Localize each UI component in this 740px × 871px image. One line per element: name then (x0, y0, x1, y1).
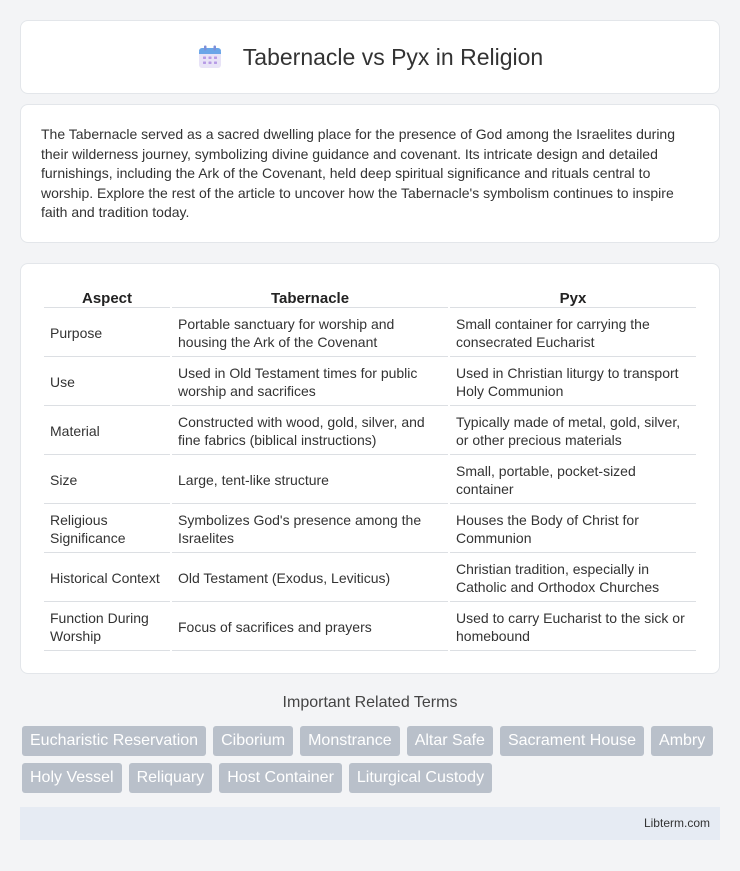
related-term-tag[interactable]: Altar Safe (407, 726, 493, 756)
pyx-cell: Small, portable, pocket-sized container (450, 457, 696, 504)
aspect-cell: Material (44, 408, 170, 455)
comparison-table-card (20, 263, 720, 674)
footer (20, 807, 720, 840)
tabernacle-cell: Old Testament (Exodus, Leviticus) (172, 555, 448, 602)
comparison-table (42, 284, 698, 653)
table-row (44, 408, 696, 455)
aspect-cell: Historical Context (44, 555, 170, 602)
footer-site-link[interactable]: Libterm.com (643, 816, 710, 830)
aspect-cell: Religious Significance (44, 506, 170, 553)
table-row (44, 457, 696, 504)
related-terms-title: Important Related Terms (282, 694, 458, 711)
pyx-cell: Used to carry Eucharist to the sick or homebound (450, 604, 696, 651)
aspect-cell: Use (44, 359, 170, 406)
related-term-tag[interactable]: Sacrament House (500, 726, 644, 756)
tabernacle-cell: Symbolizes God's presence among the Israelites (172, 506, 448, 553)
related-term-tag[interactable]: Eucharistic Reservation (22, 726, 206, 756)
intro-text: The Tabernacle served as a sacred dwelling place for the presence of God among the Israelites during their wilderness journey, symbolizing divine guidance and covenant. Its intricate design and detailed furnishings, including the Ark of the Covenant, held deep spiritual significance and rituals central to worship. Explore the rest of the article to uncover how the Tabernacle's symbolism continues to inspire faith and tradition today. (41, 126, 675, 220)
related-term-tag[interactable]: Ambry (651, 726, 713, 756)
pyx-cell: Houses the Body of Christ for Communion (450, 506, 696, 553)
related-term-tag[interactable]: Holy Vessel (22, 763, 122, 793)
pyx-cell: Christian tradition, especially in Catholic and Orthodox Churches (450, 555, 696, 602)
tabernacle-cell: Focus of sacrifices and prayers (172, 604, 448, 651)
table-row (44, 359, 696, 406)
table-header-row (44, 286, 696, 308)
related-term-tag[interactable]: Ciborium (213, 726, 293, 756)
related-term-tag[interactable]: Reliquary (129, 763, 213, 793)
tabernacle-cell: Portable sanctuary for worship and housing the Ark of the Covenant (172, 310, 448, 357)
calendar-icon (197, 44, 223, 70)
header-tabernacle: Tabernacle (172, 286, 448, 308)
aspect-cell: Function During Worship (44, 604, 170, 651)
header-card (20, 20, 720, 94)
tabernacle-cell: Large, tent-like structure (172, 457, 448, 504)
related-term-tag[interactable]: Monstrance (300, 726, 400, 756)
table-row (44, 310, 696, 357)
header-pyx: Pyx (450, 286, 696, 308)
table-row (44, 555, 696, 602)
pyx-cell: Typically made of metal, gold, silver, or other precious materials (450, 408, 696, 455)
pyx-cell: Used in Christian liturgy to transport Holy Communion (450, 359, 696, 406)
table-row (44, 506, 696, 553)
aspect-cell: Size (44, 457, 170, 504)
page-title: Tabernacle vs Pyx in Religion (242, 43, 544, 70)
table-row (44, 604, 696, 651)
related-term-tag[interactable]: Host Container (219, 763, 342, 793)
intro-card (20, 104, 720, 243)
related-terms-list (22, 726, 722, 800)
pyx-cell: Small container for carrying the consecrated Eucharist (450, 310, 696, 357)
related-term-tag[interactable]: Liturgical Custody (349, 763, 492, 793)
header-aspect: Aspect (44, 286, 170, 308)
aspect-cell: Purpose (44, 310, 170, 357)
tabernacle-cell: Used in Old Testament times for public worship and sacrifices (172, 359, 448, 406)
tabernacle-cell: Constructed with wood, gold, silver, and fine fabrics (biblical instructions) (172, 408, 448, 455)
